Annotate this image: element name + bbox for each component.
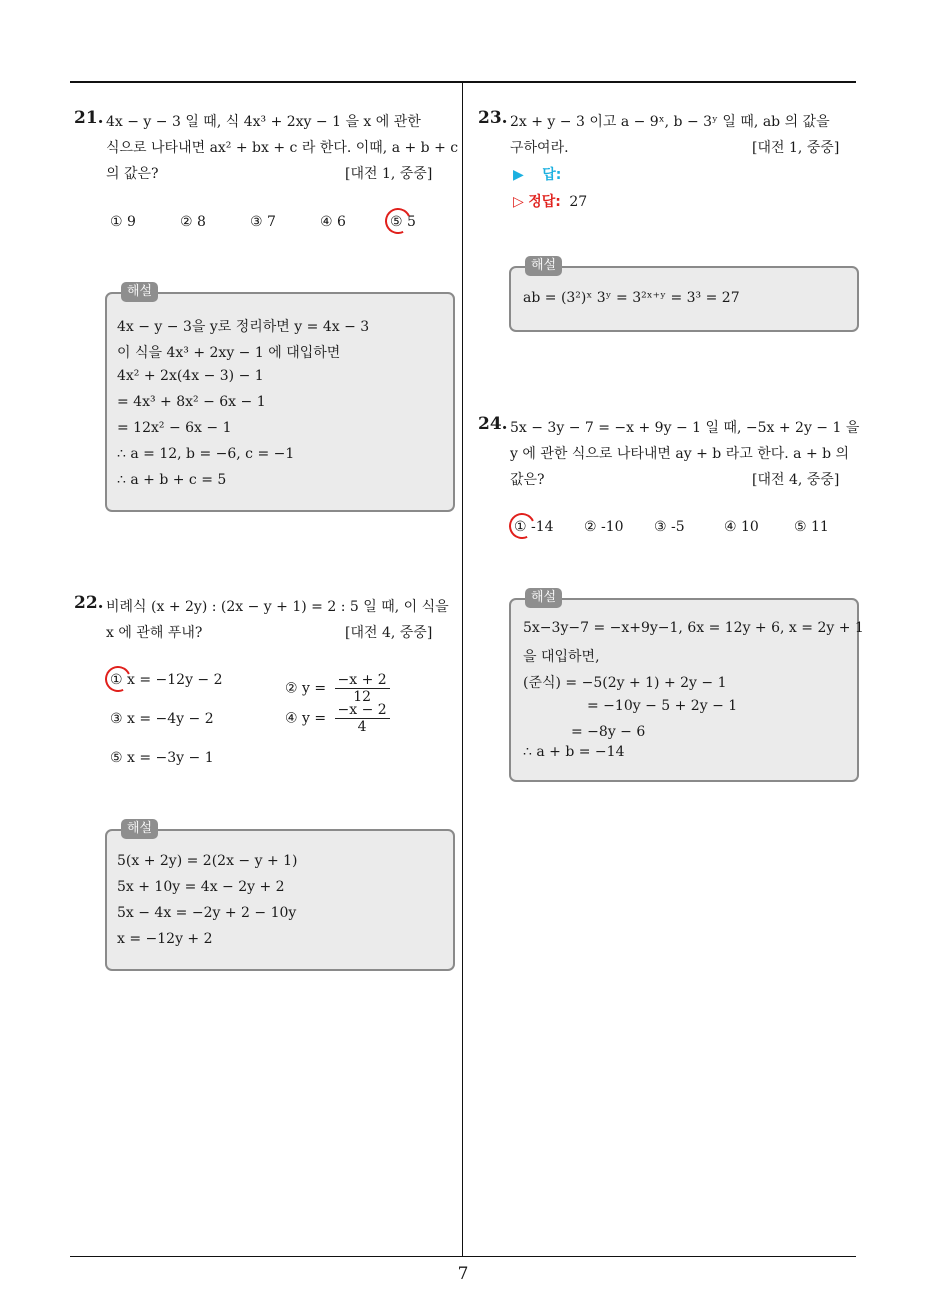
question-number: 24. bbox=[478, 414, 508, 434]
option-3[interactable]: ③ x = −4y − 2 bbox=[110, 711, 214, 727]
option-4[interactable]: ④ 10 bbox=[724, 519, 759, 535]
fraction bbox=[335, 672, 390, 705]
solution-line: = −10y − 5 + 2y − 1 bbox=[587, 698, 738, 714]
outline-arrow-icon: ▷ bbox=[513, 194, 524, 210]
question-text: 구하여라. bbox=[510, 140, 569, 156]
solution-line: = 4x³ + 8x² − 6x − 1 bbox=[117, 394, 266, 410]
question-source: [대전 4, 중중] bbox=[752, 472, 840, 488]
question-source: [대전 1, 중중] bbox=[752, 140, 840, 156]
solution-tag: 해설 bbox=[525, 256, 562, 276]
solution-box bbox=[105, 821, 455, 971]
solution-tag: 해설 bbox=[121, 282, 158, 302]
solution-line: 4x² + 2x(4x − 3) − 1 bbox=[117, 368, 264, 384]
option-4[interactable] bbox=[285, 702, 390, 735]
bottom-rule bbox=[70, 1256, 856, 1257]
solution-line: 이 식을 4x³ + 2xy − 1 에 대입하면 bbox=[117, 345, 341, 361]
question-text: 비례식 (x + 2y) : (2x − y + 1) = 2 : 5 일 때, 이 식을 bbox=[106, 599, 449, 615]
option-5[interactable]: ⑤ 5 bbox=[390, 214, 416, 230]
question-source: [대전 4, 중중] bbox=[345, 625, 433, 641]
solution-line: = 12x² − 6x − 1 bbox=[117, 420, 232, 436]
question-text: y 에 관한 식으로 나타내면 ay + b 라고 한다. a + b 의 bbox=[510, 446, 850, 462]
column-divider bbox=[462, 83, 463, 1256]
fraction bbox=[335, 702, 390, 735]
solution-line: 을 대입하면, bbox=[523, 649, 600, 665]
option-4-prefix: ④ y = bbox=[285, 710, 327, 727]
solution-line: 5(x + 2y) = 2(2x − y + 1) bbox=[117, 853, 298, 869]
play-arrow-icon: ▶ bbox=[513, 167, 524, 183]
solution-box bbox=[509, 590, 864, 782]
correct-label: 정답: bbox=[528, 194, 561, 210]
question-source: [대전 1, 중중] bbox=[345, 166, 433, 182]
option-4[interactable]: ④ 6 bbox=[320, 214, 346, 230]
question-text: 4x − y − 3 일 때, 식 4x³ + 2xy − 1 을 x 에 관한 bbox=[106, 114, 421, 130]
option-5[interactable]: ⑤ x = −3y − 1 bbox=[110, 750, 214, 766]
solution-line: (준식) = −5(2y + 1) + 2y − 1 bbox=[523, 675, 727, 691]
page-number: 7 bbox=[457, 1264, 469, 1284]
question-text: 의 값은? bbox=[106, 166, 159, 182]
solution-line: 5x + 10y = 4x − 2y + 2 bbox=[117, 879, 285, 895]
solution-line: 5x − 4x = −2y + 2 − 10y bbox=[117, 905, 297, 921]
solution-line: ∴ a + b = −14 bbox=[523, 744, 625, 760]
option-3[interactable]: ③ -5 bbox=[654, 519, 685, 535]
fraction-numerator: −x + 2 bbox=[335, 672, 390, 689]
fraction-numerator: −x − 2 bbox=[335, 702, 390, 719]
option-2[interactable] bbox=[285, 672, 390, 705]
selected-answer-circle-icon bbox=[101, 662, 134, 695]
question-number: 22. bbox=[74, 593, 104, 613]
option-2[interactable]: ② 8 bbox=[180, 214, 206, 230]
solution-box bbox=[509, 258, 859, 332]
answer-line bbox=[513, 164, 561, 184]
solution-line: 4x − y − 3을 y로 정리하면 y = 4x − 3 bbox=[117, 319, 370, 335]
correct-answer-line bbox=[513, 191, 587, 211]
option-2-prefix: ② y = bbox=[285, 680, 327, 697]
question-text: 5x − 3y − 7 = −x + 9y − 1 일 때, −5x + 2y − 1 을 bbox=[510, 420, 860, 436]
fraction-denominator: 12 bbox=[353, 689, 372, 705]
solution-box bbox=[105, 284, 455, 512]
question-number: 21. bbox=[74, 108, 104, 128]
option-5[interactable]: ⑤ 11 bbox=[794, 519, 829, 535]
solution-tag: 해설 bbox=[121, 819, 158, 839]
question-text: x 에 관해 푸내? bbox=[106, 625, 203, 641]
selected-answer-circle-icon bbox=[381, 204, 414, 237]
fraction-denominator: 4 bbox=[357, 719, 367, 735]
solution-line: x = −12y + 2 bbox=[117, 931, 213, 947]
option-2[interactable]: ② -10 bbox=[584, 519, 624, 535]
solution-tag: 해설 bbox=[525, 588, 562, 608]
question-text: 값은? bbox=[510, 472, 545, 488]
top-rule bbox=[70, 81, 856, 83]
option-1[interactable]: ① x = −12y − 2 bbox=[110, 672, 223, 688]
solution-line: = −8y − 6 bbox=[571, 724, 646, 740]
selected-answer-circle-icon bbox=[505, 509, 538, 542]
answer-label: 답: bbox=[542, 167, 562, 183]
question-text: 2x + y − 3 이고 a − 9ˣ, b − 3ʸ 일 때, ab 의 값을 bbox=[510, 114, 830, 130]
solution-line: 5x−3y−7 = −x+9y−1, 6x = 12y + 6, x = 2y + 1 bbox=[523, 620, 864, 636]
option-1[interactable]: ① -14 bbox=[514, 519, 554, 535]
option-1[interactable]: ① 9 bbox=[110, 214, 136, 230]
solution-line: ab = (3²)ˣ 3ʸ = 3²ˣ⁺ʸ = 3³ = 27 bbox=[523, 290, 740, 306]
solution-line: ∴ a + b + c = 5 bbox=[117, 472, 227, 488]
solution-line: ∴ a = 12, b = −6, c = −1 bbox=[117, 446, 295, 462]
correct-value: 27 bbox=[569, 194, 588, 210]
question-number: 23. bbox=[478, 108, 508, 128]
question-text: 식으로 나타내면 ax² + bx + c 라 한다. 이때, a + b + c bbox=[106, 140, 459, 156]
option-3[interactable]: ③ 7 bbox=[250, 214, 276, 230]
